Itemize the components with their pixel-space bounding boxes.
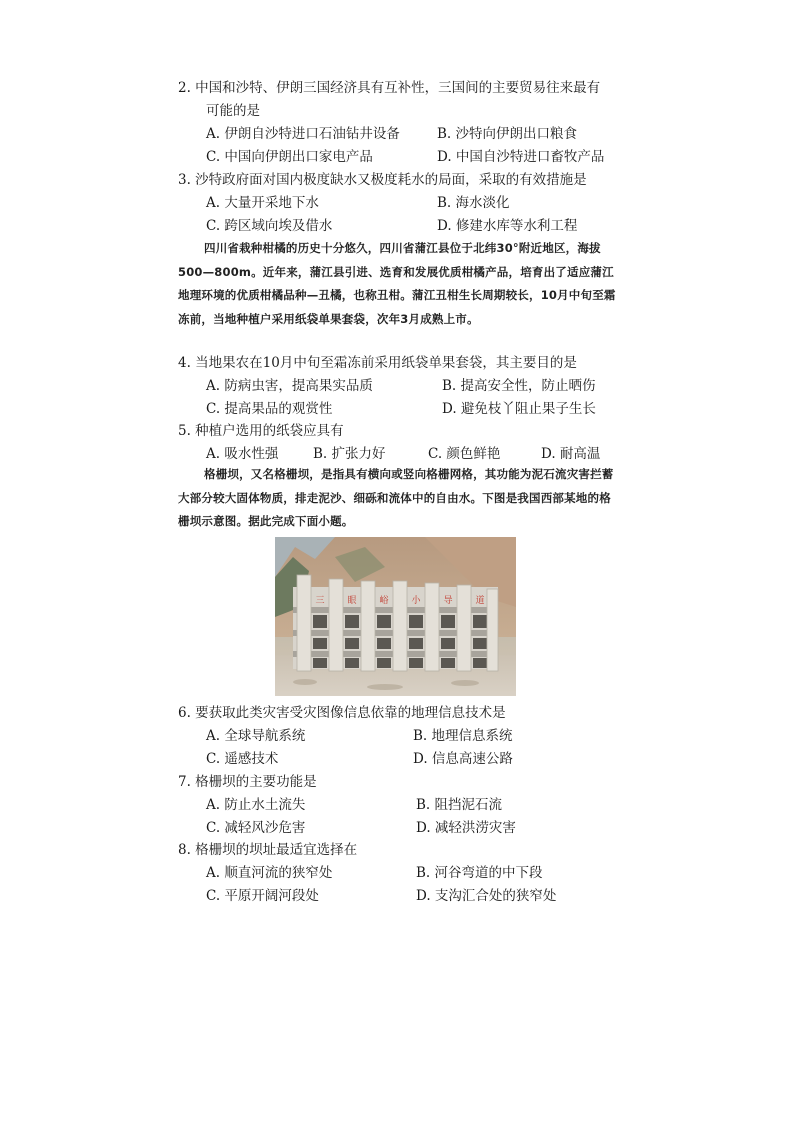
q6-option-d: D. 信息高速公路	[413, 751, 513, 767]
dam-sign-char-3: 峪	[379, 596, 389, 606]
q6-option-c: C. 遥感技术	[206, 751, 279, 767]
q2-option-b: B. 沙特向伊朗出口粮食	[437, 126, 578, 142]
q2-option-a: A. 伊朗自沙特进口石油钻井设备	[206, 126, 400, 142]
q5-option-a: A. 吸水性强	[206, 446, 279, 462]
q2-option-c: C. 中国向伊朗出口家电产品	[206, 149, 373, 165]
q4-option-b: B. 提高安全性，防止晒伤	[442, 378, 596, 394]
q6-option-b: B. 地理信息系统	[413, 728, 513, 744]
q7-option-b: B. 阻挡泥石流	[416, 797, 503, 813]
grid-dam-illustration	[275, 537, 516, 696]
dam-sign-char-6: 道	[475, 596, 485, 606]
q7-option-a: A. 防止水土流失	[206, 797, 306, 813]
q3-option-b: B. 海水淡化	[437, 195, 510, 211]
q8-option-a: A. 顺直河流的狭窄处	[206, 865, 333, 881]
dam-sign-char-1: 三	[315, 596, 325, 606]
q4-stem: 4. 当地果农在10月中旬至霜冻前采用纸袋单果套袋，其主要目的是	[178, 355, 577, 371]
q2-stem-cont: 可能的是	[206, 103, 260, 119]
q3-option-d: D. 修建水库等水利工程	[437, 218, 578, 234]
passage-citrus	[178, 237, 618, 331]
q2-stem: 2. 中国和沙特、伊朗三国经济具有互补性，三国间的主要贸易往来最有	[178, 80, 601, 96]
q6-stem: 6. 要获取此类灾害受灾图像信息依靠的地理信息技术是	[178, 705, 506, 721]
q4-option-c: C. 提高果品的观赏性	[206, 401, 333, 417]
q8-stem: 8. 格栅坝的坝址最适宜选择在	[178, 842, 358, 858]
q6-option-a: A. 全球导航系统	[206, 728, 306, 744]
q5-option-d: D. 耐高温	[541, 446, 601, 462]
grid-dam-photo	[275, 537, 516, 696]
q7-option-c: C. 减轻风沙危害	[206, 820, 306, 836]
q5-option-c: C. 颜色鲜艳	[428, 446, 501, 462]
passage-grid-dam-text: 格栅坝，又名格栅坝，是指具有横向或竖向格栅网格，其功能为泥石流灾害拦蓄大部分较大固体物质，排走泥沙、细砾和流体中的自由水。下图是我国西部某地的格栅坝示意图。据此完成下面小题。	[178, 467, 614, 528]
q8-option-c: C. 平原开阔河段处	[206, 888, 319, 904]
q5-option-b: B. 扩张力好	[313, 446, 386, 462]
dam-sign-char-2: 眼	[347, 596, 357, 606]
q7-option-d: D. 减轻洪涝灾害	[416, 820, 516, 836]
dam-sign-char-4: 小	[411, 596, 421, 606]
q8-option-d: D. 支沟汇合处的狭窄处	[416, 888, 557, 904]
dam-sign-char-5: 导	[443, 596, 453, 606]
q3-option-a: A. 大量开采地下水	[206, 195, 319, 211]
q3-stem: 3. 沙特政府面对国内极度缺水又极度耗水的局面，采取的有效措施是	[178, 172, 587, 188]
q7-stem: 7. 格栅坝的主要功能是	[178, 774, 317, 790]
q3-option-c: C. 跨区域向埃及借水	[206, 218, 333, 234]
passage-grid-dam	[178, 463, 618, 534]
q2-option-d: D. 中国自沙特进口畜牧产品	[437, 149, 605, 165]
q5-stem: 5. 种植户选用的纸袋应具有	[178, 423, 344, 439]
passage-citrus-text: 四川省栽种柑橘的历史十分悠久，四川省蒲江县位于北纬30°附近地区，海拔500—800m。近年来，蒲江县引进、选育和发展优质柑橘产品，培育出了适应蒲江地理环境的优质柑橘品种—丑橘，也称丑柑。蒲江丑柑生长周期较长，10月中旬至霜冻前，当地种植户采用纸袋单果套袋，次年3月成熟上市。	[178, 241, 616, 326]
q4-option-d: D. 避免枝丫阻止果子生长	[442, 401, 596, 417]
q8-option-b: B. 河谷弯道的中下段	[416, 865, 543, 881]
q4-option-a: A. 防病虫害，提高果实品质	[206, 378, 373, 394]
